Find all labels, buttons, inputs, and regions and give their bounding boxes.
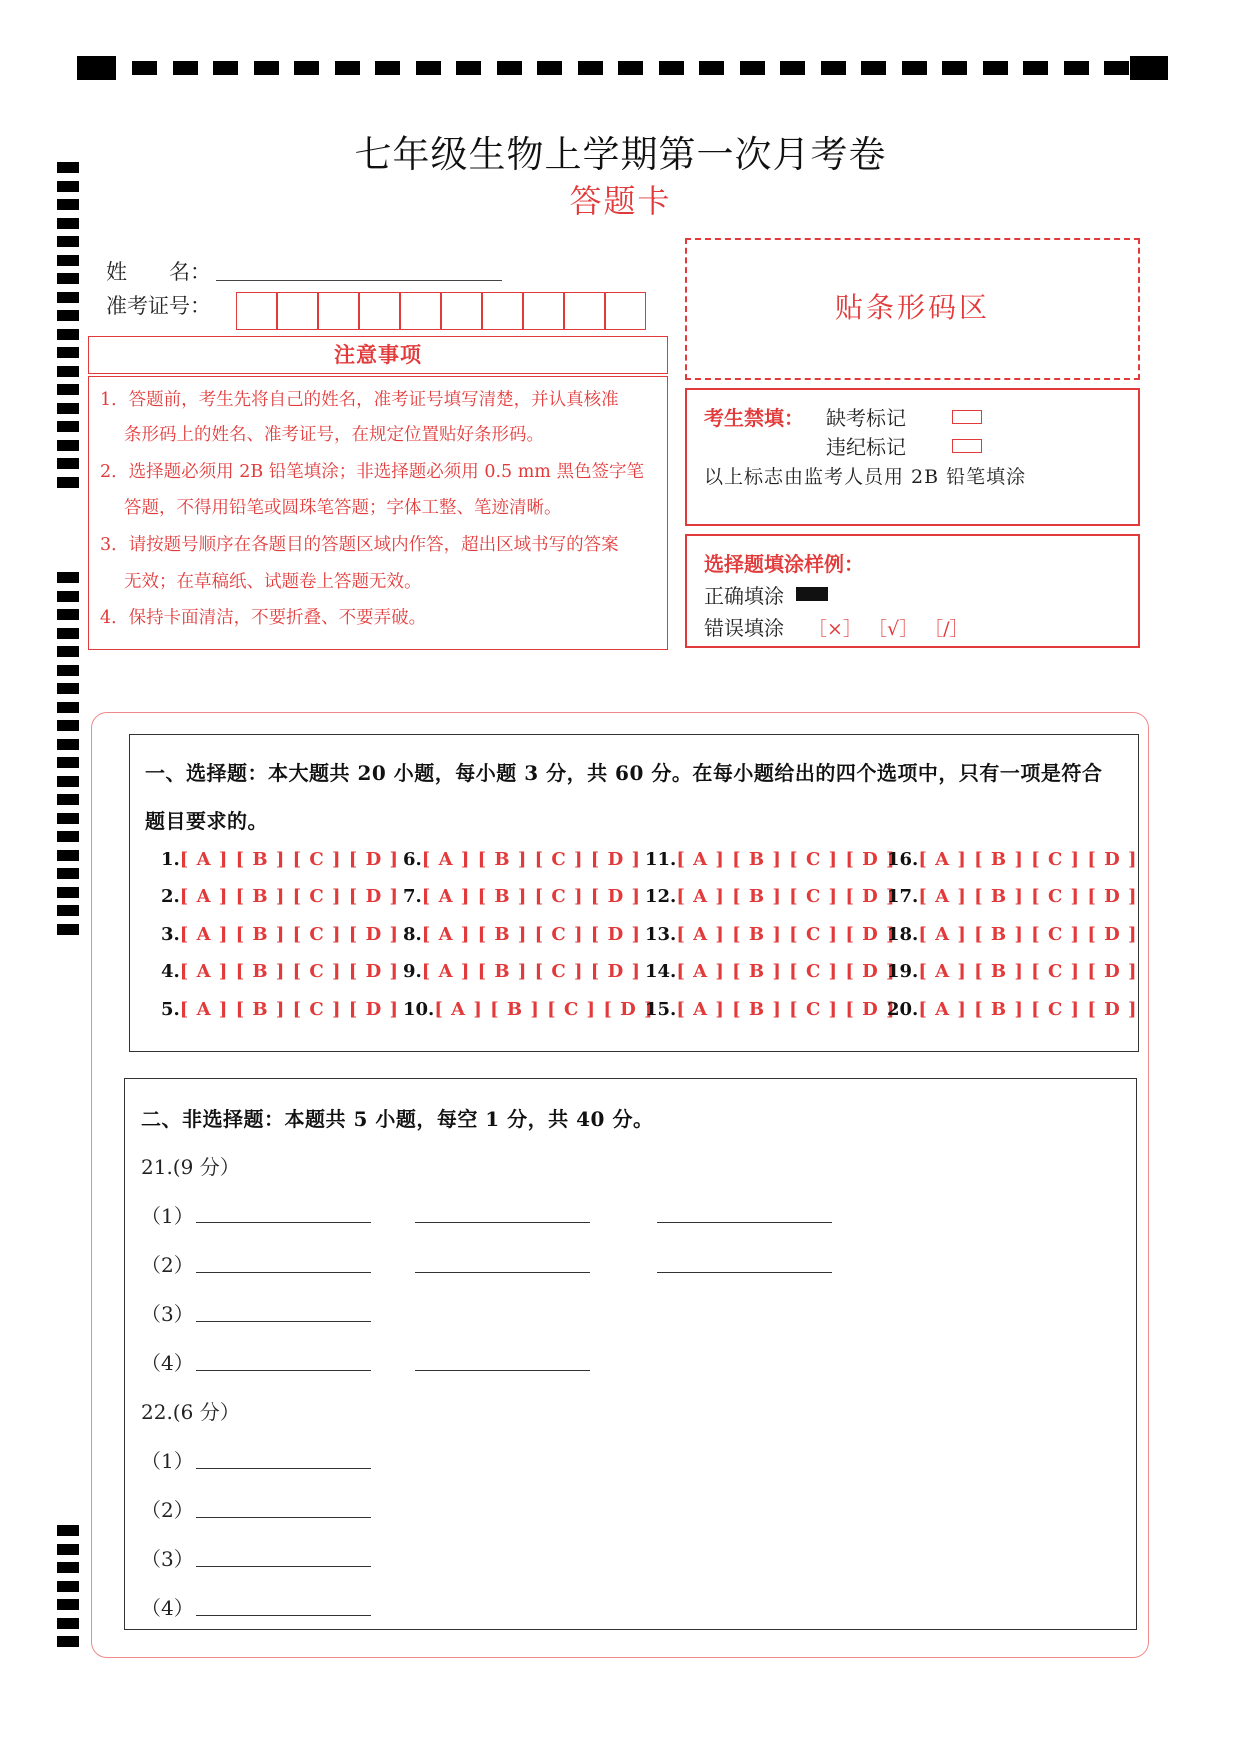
- timing-mark: [57, 776, 79, 787]
- page-title: 七年级生物上学期第一次月考卷: [354, 133, 887, 176]
- mc-question[interactable]: [887, 849, 1138, 870]
- id-digit-box[interactable]: [400, 292, 441, 330]
- violation-label: 违纪标记: [826, 435, 906, 459]
- notice-line: 1．答题前，考生先将自己的姓名，准考证号填写清楚，并认真核准: [100, 390, 619, 410]
- answer-options[interactable]: [ A ] [ B ] [ C ] [ D ]: [179, 849, 399, 870]
- timing-mark: [57, 702, 79, 713]
- id-digit-box[interactable]: [318, 292, 359, 330]
- sub-label: （4）: [141, 1351, 194, 1375]
- timing-mark: [57, 1544, 79, 1555]
- fr-title: 二、非选择题：本题共 5 小题，每空 1 分，共 40 分。: [141, 1107, 654, 1131]
- timing-mark: [57, 628, 79, 639]
- timing-mark: [57, 887, 79, 898]
- timing-mark: [57, 665, 79, 676]
- wrong-marks: ［×］ ［√］ ［/］: [808, 618, 969, 640]
- timing-mark: [983, 61, 1008, 75]
- timing-mark: [416, 61, 441, 75]
- question-number: 14.: [645, 961, 677, 982]
- answer-blank[interactable]: [196, 1370, 371, 1371]
- sub-label: （3）: [141, 1547, 194, 1571]
- answer-blank[interactable]: [196, 1566, 371, 1567]
- timing-mark: [618, 61, 643, 75]
- question-number: 8.: [403, 924, 422, 945]
- timing-mark: [1023, 61, 1048, 75]
- id-digit-box[interactable]: [441, 292, 482, 330]
- timing-mark: [57, 831, 79, 842]
- timing-mark: [57, 273, 79, 284]
- timing-mark: [57, 477, 79, 488]
- id-digit-box[interactable]: [605, 292, 646, 330]
- timing-mark: [375, 61, 400, 75]
- timing-mark: [57, 347, 79, 358]
- answer-options[interactable]: [ A ] [ B ] [ C ] [ D ]: [918, 999, 1138, 1020]
- mc-question[interactable]: [161, 886, 399, 907]
- timing-mark: [659, 61, 684, 75]
- id-digit-box[interactable]: [564, 292, 605, 330]
- timing-mark: [902, 61, 927, 75]
- notice-line: 条形码上的姓名、准考证号，在规定位置贴好条形码。: [124, 425, 544, 445]
- q22-label: 22.(6 分）: [141, 1400, 240, 1424]
- answer-options[interactable]: [ A ] [ B ] [ C ] [ D ]: [179, 924, 399, 945]
- timing-mark: [57, 609, 79, 620]
- mc-question[interactable]: [403, 999, 654, 1020]
- mc-question[interactable]: [403, 961, 641, 982]
- timing-mark: [57, 813, 79, 824]
- question-number: 2.: [161, 886, 180, 907]
- timing-mark: [57, 572, 79, 583]
- answer-blank[interactable]: [196, 1468, 371, 1469]
- answer-options[interactable]: [ A ] [ B ] [ C ] [ D ]: [676, 886, 896, 907]
- id-digit-box[interactable]: [277, 292, 318, 330]
- mc-question[interactable]: [161, 849, 399, 870]
- question-number: 12.: [645, 886, 677, 907]
- q21-label: 21.(9 分）: [141, 1155, 240, 1179]
- absent-label: 缺考标记: [826, 406, 906, 430]
- notice-line: 4．保持卡面清洁，不要折叠、不要弄破。: [100, 608, 427, 628]
- timing-mark: [57, 757, 79, 768]
- timing-mark: [57, 292, 79, 303]
- timing-mark: [213, 61, 238, 75]
- barcode-area: 贴条形码区: [685, 238, 1140, 380]
- answer-blank[interactable]: [196, 1615, 371, 1616]
- answer-blank[interactable]: [196, 1517, 371, 1518]
- timing-mark: [57, 794, 79, 805]
- timing-mark: [57, 591, 79, 602]
- name-field[interactable]: [216, 280, 502, 281]
- answer-options[interactable]: [ A ] [ B ] [ C ] [ D ]: [421, 886, 641, 907]
- answer-options[interactable]: [ A ] [ B ] [ C ] [ D ]: [421, 849, 641, 870]
- sub-label: （2）: [141, 1253, 194, 1277]
- timing-mark: [740, 61, 765, 75]
- sub-label: （1）: [141, 1204, 194, 1228]
- answer-blank[interactable]: [196, 1321, 371, 1322]
- answer-options[interactable]: [ A ] [ B ] [ C ] [ D ]: [918, 924, 1138, 945]
- mc-question[interactable]: [645, 999, 896, 1020]
- timing-mark: [1104, 61, 1129, 75]
- sub-label: （2）: [141, 1498, 194, 1522]
- timing-mark: [57, 924, 79, 935]
- timing-mark: [57, 403, 79, 414]
- mc-question[interactable]: [403, 924, 641, 945]
- answer-blank[interactable]: [657, 1222, 832, 1223]
- answer-blank[interactable]: [415, 1272, 590, 1273]
- wrong-label: 错误填涂: [704, 616, 784, 640]
- timing-mark: [57, 384, 79, 395]
- mc-question[interactable]: [887, 999, 1138, 1020]
- timing-mark: [57, 850, 79, 861]
- question-number: 13.: [645, 924, 677, 945]
- timing-mark: [132, 61, 157, 75]
- notice-heading: 注意事项: [88, 336, 668, 374]
- question-number: 7.: [403, 886, 422, 907]
- answer-options[interactable]: [ A ] [ B ] [ C ] [ D ]: [918, 849, 1138, 870]
- timing-mark: [57, 646, 79, 657]
- question-number: 11.: [645, 849, 677, 870]
- answer-options[interactable]: [ A ] [ B ] [ C ] [ D ]: [676, 961, 896, 982]
- correct-label: 正确填涂: [704, 584, 784, 608]
- answer-blank[interactable]: [196, 1272, 371, 1273]
- mc-question[interactable]: [403, 886, 641, 907]
- timing-mark: [537, 61, 562, 75]
- page-subtitle: 答题卡: [569, 182, 672, 220]
- violation-mark-box[interactable]: [952, 439, 982, 453]
- timing-mark: [57, 1562, 79, 1573]
- question-number: 17.: [887, 886, 919, 907]
- timing-mark: [1130, 56, 1168, 80]
- timing-mark: [57, 1525, 79, 1536]
- free-response-box: [124, 1078, 1137, 1630]
- question-number: 4.: [161, 961, 180, 982]
- mc-question[interactable]: [645, 886, 896, 907]
- absent-mark-box[interactable]: [952, 410, 982, 424]
- timing-mark: [57, 255, 79, 266]
- question-number: 1.: [161, 849, 180, 870]
- answer-options[interactable]: [ A ] [ B ] [ C ] [ D ]: [676, 999, 896, 1020]
- answer-options[interactable]: [ A ] [ B ] [ C ] [ D ]: [421, 924, 641, 945]
- id-digit-box[interactable]: [359, 292, 400, 330]
- sample-heading: 选择题填涂样例：: [704, 552, 864, 576]
- question-number: 3.: [161, 924, 180, 945]
- id-digit-box[interactable]: [523, 292, 564, 330]
- question-number: 9.: [403, 961, 422, 982]
- timing-mark: [57, 366, 79, 377]
- timing-mark: [497, 61, 522, 75]
- answer-options[interactable]: [ A ] [ B ] [ C ] [ D ]: [179, 886, 399, 907]
- mc-title-line1: 一、选择题：本大题共 20 小题，每小题 3 分，共 60 分。在每小题给出的四个选项中，只有一项是符合: [145, 761, 1103, 785]
- mc-title-line2: 题目要求的。: [145, 809, 268, 833]
- answer-blank[interactable]: [657, 1272, 832, 1273]
- question-number: 10.: [403, 999, 435, 1020]
- mc-question[interactable]: [161, 961, 399, 982]
- question-number: 20.: [887, 999, 919, 1020]
- sub-label: （3）: [141, 1302, 194, 1326]
- timing-mark: [57, 739, 79, 750]
- timing-mark: [861, 61, 886, 75]
- question-number: 5.: [161, 999, 180, 1020]
- correct-fill-sample: [796, 587, 828, 601]
- timing-mark: [173, 61, 198, 75]
- timing-mark: [942, 61, 967, 75]
- timing-mark: [57, 421, 79, 432]
- question-number: 18.: [887, 924, 919, 945]
- mc-question[interactable]: [403, 849, 641, 870]
- forbidden-note: 以上标志由监考人员用 2B 铅笔填涂: [704, 466, 1027, 488]
- timing-mark: [780, 61, 805, 75]
- answer-blank[interactable]: [415, 1370, 590, 1371]
- timing-mark: [699, 61, 724, 75]
- timing-mark: [578, 61, 603, 75]
- mc-question[interactable]: [645, 924, 896, 945]
- answer-options[interactable]: [ A ] [ B ] [ C ] [ D ]: [434, 999, 654, 1020]
- timing-mark: [821, 61, 846, 75]
- timing-mark: [57, 683, 79, 694]
- question-number: 16.: [887, 849, 919, 870]
- mc-question[interactable]: [645, 849, 896, 870]
- name-label: 姓 名：: [106, 260, 211, 284]
- mc-question[interactable]: [887, 886, 1138, 907]
- answer-options[interactable]: [ A ] [ B ] [ C ] [ D ]: [918, 886, 1138, 907]
- timing-mark: [57, 440, 79, 451]
- timing-mark: [254, 61, 279, 75]
- timing-mark: [335, 61, 360, 75]
- answer-options[interactable]: [ A ] [ B ] [ C ] [ D ]: [179, 999, 399, 1020]
- timing-mark: [57, 868, 79, 879]
- timing-mark: [1064, 61, 1089, 75]
- timing-mark: [57, 1581, 79, 1592]
- answer-options[interactable]: [ A ] [ B ] [ C ] [ D ]: [421, 961, 641, 982]
- timing-mark: [57, 329, 79, 340]
- answer-blank[interactable]: [196, 1222, 371, 1223]
- answer-blank[interactable]: [415, 1222, 590, 1223]
- timing-mark: [77, 56, 116, 80]
- mc-question[interactable]: [887, 961, 1138, 982]
- notice-line: 2．选择题必须用 2B 铅笔填涂；非选择题必须用 0.5 mm 黑色签字笔: [100, 462, 644, 482]
- mc-question[interactable]: [645, 961, 896, 982]
- timing-mark: [57, 905, 79, 916]
- timing-mark: [57, 1599, 79, 1610]
- mc-question[interactable]: [161, 999, 399, 1020]
- answer-options[interactable]: [ A ] [ B ] [ C ] [ D ]: [179, 961, 399, 982]
- timing-mark: [294, 61, 319, 75]
- timing-mark: [57, 310, 79, 321]
- timing-mark: [57, 1618, 79, 1629]
- notice-line: 3．请按题号顺序在各题目的答题区域内作答，超出区域书写的答案: [100, 535, 619, 555]
- question-number: 15.: [645, 999, 677, 1020]
- sub-label: （4）: [141, 1596, 194, 1620]
- answer-options[interactable]: [ A ] [ B ] [ C ] [ D ]: [676, 849, 896, 870]
- question-number: 19.: [887, 961, 919, 982]
- notice-line: 无效；在草稿纸、试题卷上答题无效。: [124, 572, 422, 592]
- notice-line: 答题，不得用铅笔或圆珠笔答题；字体工整、笔迹清晰。: [124, 498, 562, 518]
- mc-question[interactable]: [887, 924, 1138, 945]
- answer-options[interactable]: [ A ] [ B ] [ C ] [ D ]: [918, 961, 1138, 982]
- sub-label: （1）: [141, 1449, 194, 1473]
- timing-mark: [57, 1636, 79, 1647]
- answer-options[interactable]: [ A ] [ B ] [ C ] [ D ]: [676, 924, 896, 945]
- id-label: 准考证号：: [106, 294, 211, 318]
- timing-mark: [57, 458, 79, 469]
- mc-question[interactable]: [161, 924, 399, 945]
- timing-mark: [456, 61, 481, 75]
- timing-mark: [57, 236, 79, 247]
- id-digit-box[interactable]: [236, 292, 277, 330]
- timing-mark: [57, 720, 79, 731]
- forbidden-heading: 考生禁填：: [704, 406, 804, 430]
- question-number: 6.: [403, 849, 422, 870]
- id-digit-box[interactable]: [482, 292, 523, 330]
